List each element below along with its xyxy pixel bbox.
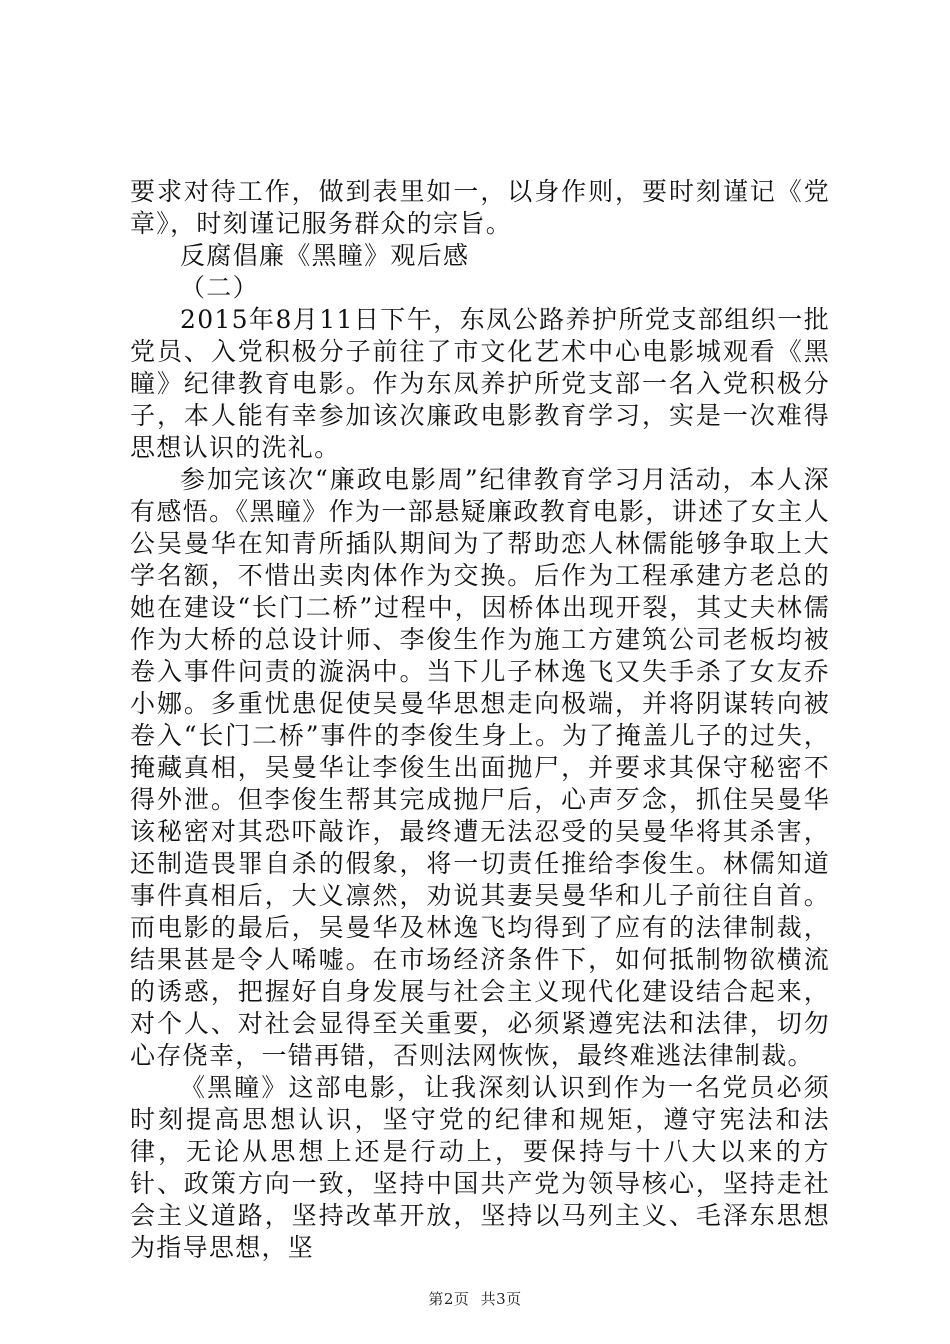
body-paragraph-2: 参加完该次“廉政电影周”纪律教育学习月活动，本人深有感悟。《黑瞳》作为一部悬疑廉政教育电影，讲述了女主人公吴曼华在知青所插队期间为了帮助恋人林儒能够争取上大学名额，不惜出卖肉体作为交换。后作为工程承建方老总的她在建设“长门二桥”过程中，因桥体出现开裂，其丈夫林儒作为大桥的总设计师、李俊生作为施工方建筑公司老板均被卷入事件问责的漩涡中。当下儿子林逸飞又失手杀了女友乔小娜。多重忧患促使吴曼华思想走向极端，并将阴谋转向被卷入“长门二桥”事件的李俊生身上。为了掩盖儿子的过失，掩藏真相，吴曼华让李俊生出面抛尸，并要求其保守秘密不得外泄。但李俊生帮其完成抛尸后，心声歹念，抓住吴曼华该秘密对其恐吓敲诈，最终遭无法忍受的吴曼华将其杀害，还制造畏罪自杀的假象，将一切责任推给李俊生。林儒知道事件真相后，大义凛然，劝说其妻吴曼华和儿子前往自首。而电影的最后，吴曼华及林逸飞均得到了应有的法律制裁，结果甚是令人唏嘘。在市场经济条件下，如何抵制物欲横流的诱惑，把握好自身发展与社会主义现代化建设结合起来，对个人、对社会显得至关重要，必须紧遵宪法和法律，切勿心存侥幸，一错再错，否则法网恢恢，最终难逃法律制裁。 bbox=[130, 465, 830, 1070]
body-paragraph-1: 2015年8月11日下午，东凤公路养护所党支部组织一批党员、入党积极分子前往了市文化艺术中心电影城观看《黑瞳》纪律教育电影。作为东凤养护所党支部一名入党积极分子，本人能有幸参加该次廉政电影教育学习，实是一次难得思想认识的洗礼。 bbox=[130, 305, 830, 462]
document-body bbox=[130, 176, 830, 1264]
continuation-paragraph: 要求对待工作，做到表里如一，以身作则，要时刻谨记《党章》，时刻谨记服务群众的宗旨。 bbox=[130, 177, 830, 238]
page-total: 共3页 bbox=[480, 1290, 522, 1308]
document-title: 反腐倡廉《黑瞳》观后感 bbox=[180, 241, 470, 270]
body-paragraph-3: 《黑瞳》这部电影，让我深刻认识到作为一名党员必须时刻提高思想认识，坚守党的纪律和规矩，遵守宪法和法律，无论从思想上还是行动上，要保持与十八大以来的方针、政策方向一致，坚持中国共产党为领导核心，坚持走社会主义道路，坚持改革开放，坚持以马列主义、毛泽东思想为指导思想，坚 bbox=[130, 1073, 830, 1262]
page-footer bbox=[0, 1288, 950, 1309]
section-number: （二） bbox=[180, 273, 259, 302]
page-number: 第2页 bbox=[428, 1290, 470, 1308]
